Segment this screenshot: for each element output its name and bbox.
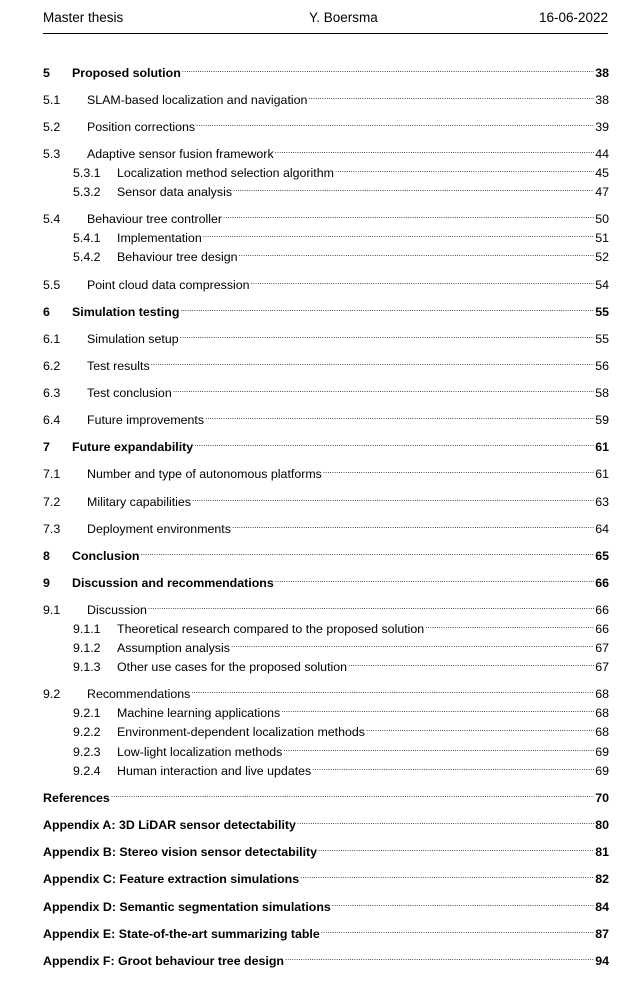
toc-entry-number: 6: [43, 305, 50, 319]
toc-entry-page: 45: [595, 166, 609, 180]
toc-entry[interactable]: [43, 380, 609, 400]
toc-entry[interactable]: [43, 244, 609, 264]
toc-entry-title: Future improvements: [87, 413, 205, 427]
toc-entry[interactable]: [43, 570, 609, 590]
toc-entry-title: Future expandability: [72, 440, 194, 454]
toc-entry-number: 7.1: [43, 467, 61, 481]
toc-entry-number: 5.1: [43, 93, 61, 107]
toc-leader-dots: [148, 597, 594, 614]
toc-entry-title: Human interaction and live updates: [117, 764, 312, 778]
toc-entry[interactable]: [43, 179, 609, 199]
toc-leader-dots: [300, 866, 594, 883]
toc-entry[interactable]: [43, 141, 609, 161]
toc-entry-page: 66: [595, 622, 609, 636]
toc-entry[interactable]: [43, 739, 609, 759]
toc-entry-page: 55: [595, 332, 609, 346]
toc-leader-dots: [196, 114, 594, 131]
toc-entry-number: 7.2: [43, 495, 61, 509]
toc-entry-title: Theoretical research compared to the proposed solution: [117, 622, 425, 636]
toc-entry-number: 9.2.3: [73, 745, 101, 759]
toc-entry-page: 94: [595, 954, 609, 968]
toc-entry[interactable]: [43, 87, 609, 107]
toc-leader-dots: [182, 60, 594, 77]
toc-entry-page: 63: [595, 495, 609, 509]
toc-entry-page: 39: [595, 120, 609, 134]
toc-entry-page: 38: [595, 66, 609, 80]
toc-leader-dots: [285, 948, 594, 965]
toc-entry[interactable]: [43, 225, 609, 245]
toc-entry[interactable]: [43, 700, 609, 720]
toc-entry-title: Behaviour tree design: [117, 250, 238, 264]
toc-entry-number: 5.4.1: [73, 231, 101, 245]
toc-leader-dots: [223, 206, 594, 223]
toc-entry-title: Point cloud data compression: [87, 278, 250, 292]
toc-entry-title: Discussion and recommendations: [72, 576, 274, 590]
toc-entry[interactable]: [43, 160, 609, 180]
toc-leader-dots: [233, 179, 594, 196]
toc-leader-dots: [205, 407, 594, 424]
toc-entry-page: 82: [595, 872, 609, 886]
toc-entry-number: 9.1.3: [73, 660, 101, 674]
toc-entry-title: Other use cases for the proposed solution: [117, 660, 348, 674]
toc-entry[interactable]: [43, 719, 609, 739]
toc-entry[interactable]: [43, 543, 609, 563]
toc-entry-number: 6.3: [43, 386, 61, 400]
toc-entry-page: 68: [595, 725, 609, 739]
toc-entry-appendix[interactable]: [43, 839, 609, 859]
toc-entry-title: Appendix F: Groot behaviour tree design: [43, 954, 284, 968]
toc-entry-number: 6.2: [43, 359, 61, 373]
toc-entry-number: 7: [43, 440, 50, 454]
toc-entry-number: 5.5: [43, 278, 61, 292]
toc-leader-dots: [425, 616, 594, 633]
toc-entry-page: 47: [595, 185, 609, 199]
toc-entry-title: References: [43, 791, 110, 805]
toc-leader-dots: [151, 353, 595, 370]
toc-entry-appendix[interactable]: [43, 785, 609, 805]
toc-entry-number: 6.4: [43, 413, 61, 427]
toc-entry-page: 44: [595, 147, 609, 161]
toc-entry-page: 61: [595, 440, 609, 454]
toc-leader-dots: [308, 87, 594, 104]
toc-entry-number: 5.3.2: [73, 185, 101, 199]
toc-entry-title: Behaviour tree controller: [87, 212, 222, 226]
toc-entry[interactable]: [43, 758, 609, 778]
toc-entry-title: Machine learning applications: [117, 706, 281, 720]
toc-entry-title: Sensor data analysis: [117, 185, 233, 199]
toc-leader-dots: [239, 244, 595, 261]
toc-entry-page: 52: [595, 250, 609, 264]
toc-entry-number: 7.3: [43, 522, 61, 536]
toc-entry-page: 67: [595, 660, 609, 674]
toc-leader-dots: [140, 543, 594, 560]
toc-leader-dots: [173, 380, 594, 397]
toc-entry-title: Number and type of autonomous platforms: [87, 467, 322, 481]
toc-entry-title: Position corrections: [87, 120, 196, 134]
toc-leader-dots: [232, 516, 594, 533]
toc-entry-appendix[interactable]: [43, 948, 609, 968]
toc-entry-page: 38: [595, 93, 609, 107]
toc-entry-page: 69: [595, 764, 609, 778]
toc-entry-appendix[interactable]: [43, 921, 609, 941]
toc-entry-title: Test results: [87, 359, 150, 373]
toc-entry[interactable]: [43, 326, 609, 346]
toc-entry-page: 84: [595, 900, 609, 914]
toc-entry-number: 5: [43, 66, 50, 80]
toc-entry-title: Assumption analysis: [117, 641, 230, 655]
toc-entry-number: 8: [43, 549, 50, 563]
toc-leader-dots: [231, 635, 594, 652]
toc-entry-page: 68: [595, 687, 609, 701]
toc-leader-dots: [323, 461, 594, 478]
toc-entry-title: Recommendations: [87, 687, 191, 701]
toc-entry[interactable]: [43, 616, 609, 636]
toc-entry-page: 66: [595, 576, 609, 590]
toc-entry[interactable]: [43, 353, 609, 373]
toc-leader-dots: [281, 700, 594, 717]
toc-entry[interactable]: [43, 407, 609, 427]
toc-entry-title: Appendix E: State-of-the-art summarizing table: [43, 927, 320, 941]
toc-leader-dots: [283, 739, 594, 756]
toc-entry-number: 5.4: [43, 212, 61, 226]
toc-entry-title: Deployment environments: [87, 522, 231, 536]
toc-entry-title: Proposed solution: [72, 66, 181, 80]
toc-entry[interactable]: [43, 114, 609, 134]
toc-leader-dots: [275, 141, 595, 158]
toc-entry-number: 6.1: [43, 332, 61, 346]
toc-entry-page: 56: [595, 359, 609, 373]
toc-entry[interactable]: [43, 654, 609, 674]
toc-leader-dots: [194, 434, 594, 451]
toc-entry[interactable]: [43, 489, 609, 509]
header-rule: [43, 33, 608, 34]
header-document-type: Master thesis: [43, 10, 124, 25]
toc-entry[interactable]: [43, 681, 609, 701]
toc-entry[interactable]: [43, 461, 609, 481]
toc-entry-appendix[interactable]: [43, 866, 609, 886]
toc-entry-title: Appendix C: Feature extraction simulations: [43, 872, 300, 886]
toc-entry-title: Implementation: [117, 231, 202, 245]
toc-entry-page: 58: [595, 386, 609, 400]
toc-entry-number: 5.3: [43, 147, 61, 161]
toc-entry-title: SLAM-based localization and navigation: [87, 93, 308, 107]
header-date: 16-06-2022: [538, 10, 608, 25]
toc-entry-number: 9.2.2: [73, 725, 101, 739]
toc-entry-page: 55: [595, 305, 609, 319]
toc-entry-title: Conclusion: [72, 549, 140, 563]
toc-entry-page: 87: [595, 927, 609, 941]
toc-entry[interactable]: [43, 434, 609, 454]
toc-entry-number: 9.1: [43, 603, 61, 617]
toc-entry-number: 9: [43, 576, 50, 590]
toc-entry-title: Simulation testing: [72, 305, 180, 319]
toc-leader-dots: [180, 326, 595, 343]
toc-leader-dots: [312, 758, 594, 775]
toc-entry[interactable]: [43, 299, 609, 319]
toc-leader-dots: [332, 894, 594, 911]
toc-entry-title: Military capabilities: [87, 495, 191, 509]
toc-leader-dots: [275, 570, 594, 587]
toc-entry-title: Test conclusion: [87, 386, 172, 400]
toc-leader-dots: [203, 225, 594, 242]
toc-entry-page: 80: [595, 818, 609, 832]
toc-entry-number: 9.2.4: [73, 764, 101, 778]
toc-entry-title: Appendix D: Semantic segmentation simulations: [43, 900, 331, 914]
toc-entry-page: 65: [595, 549, 609, 563]
page-header: [43, 10, 608, 30]
toc-entry-page: 81: [595, 845, 609, 859]
toc-entry-page: 54: [595, 278, 609, 292]
toc-entry-appendix[interactable]: [43, 894, 609, 914]
toc-entry-number: 9.2.1: [73, 706, 101, 720]
toc-leader-dots: [251, 272, 595, 289]
toc-entry[interactable]: [43, 272, 609, 292]
toc-entry-page: 50: [595, 212, 609, 226]
toc-entry-page: 64: [595, 522, 609, 536]
toc-entry-title: Environment-dependent localization methods: [117, 725, 365, 739]
toc-entry-page: 67: [595, 641, 609, 655]
toc-entry-title: Appendix A: 3D LiDAR sensor detectability: [43, 818, 296, 832]
toc-entry-title: Localization method selection algorithm: [117, 166, 334, 180]
toc-entry-appendix[interactable]: [43, 812, 609, 832]
toc-entry-title: Appendix B: Stereo vision sensor detectability: [43, 845, 318, 859]
toc-leader-dots: [180, 299, 594, 316]
toc-entry-number: 9.1.1: [73, 622, 101, 636]
toc-entry-page: 68: [595, 706, 609, 720]
toc-entry-page: 66: [595, 603, 609, 617]
toc-leader-dots: [297, 812, 594, 829]
toc-leader-dots: [321, 921, 594, 938]
toc-entry-number: 5.4.2: [73, 250, 101, 264]
toc-entry-number: 9.1.2: [73, 641, 101, 655]
toc-leader-dots: [191, 681, 594, 698]
toc-entry-title: Adaptive sensor fusion framework: [87, 147, 274, 161]
toc-entry-page: 51: [595, 231, 609, 245]
toc-entry-title: Low-light localization methods: [117, 745, 283, 759]
toc-leader-dots: [318, 839, 594, 856]
toc-entry[interactable]: [43, 516, 609, 536]
header-author: Y. Boersma: [309, 10, 378, 25]
toc-entry[interactable]: [43, 635, 609, 655]
toc-leader-dots: [111, 785, 594, 802]
toc-entry[interactable]: [43, 206, 609, 226]
toc-entry-page: 61: [595, 467, 609, 481]
toc-entry-title: Simulation setup: [87, 332, 179, 346]
toc-entry-title: Discussion: [87, 603, 147, 617]
toc-entry-page: 59: [595, 413, 609, 427]
toc-entry-page: 70: [595, 791, 609, 805]
toc-leader-dots: [348, 654, 594, 671]
toc-entry-number: 5.3.1: [73, 166, 101, 180]
toc-leader-dots: [366, 719, 594, 736]
toc-entry-page: 69: [595, 745, 609, 759]
toc-leader-dots: [192, 489, 594, 506]
toc-leader-dots: [335, 160, 594, 177]
toc-entry-number: 9.2: [43, 687, 61, 701]
toc-entry-number: 5.2: [43, 120, 61, 134]
toc-entry[interactable]: [43, 60, 609, 80]
toc-entry[interactable]: [43, 597, 609, 617]
